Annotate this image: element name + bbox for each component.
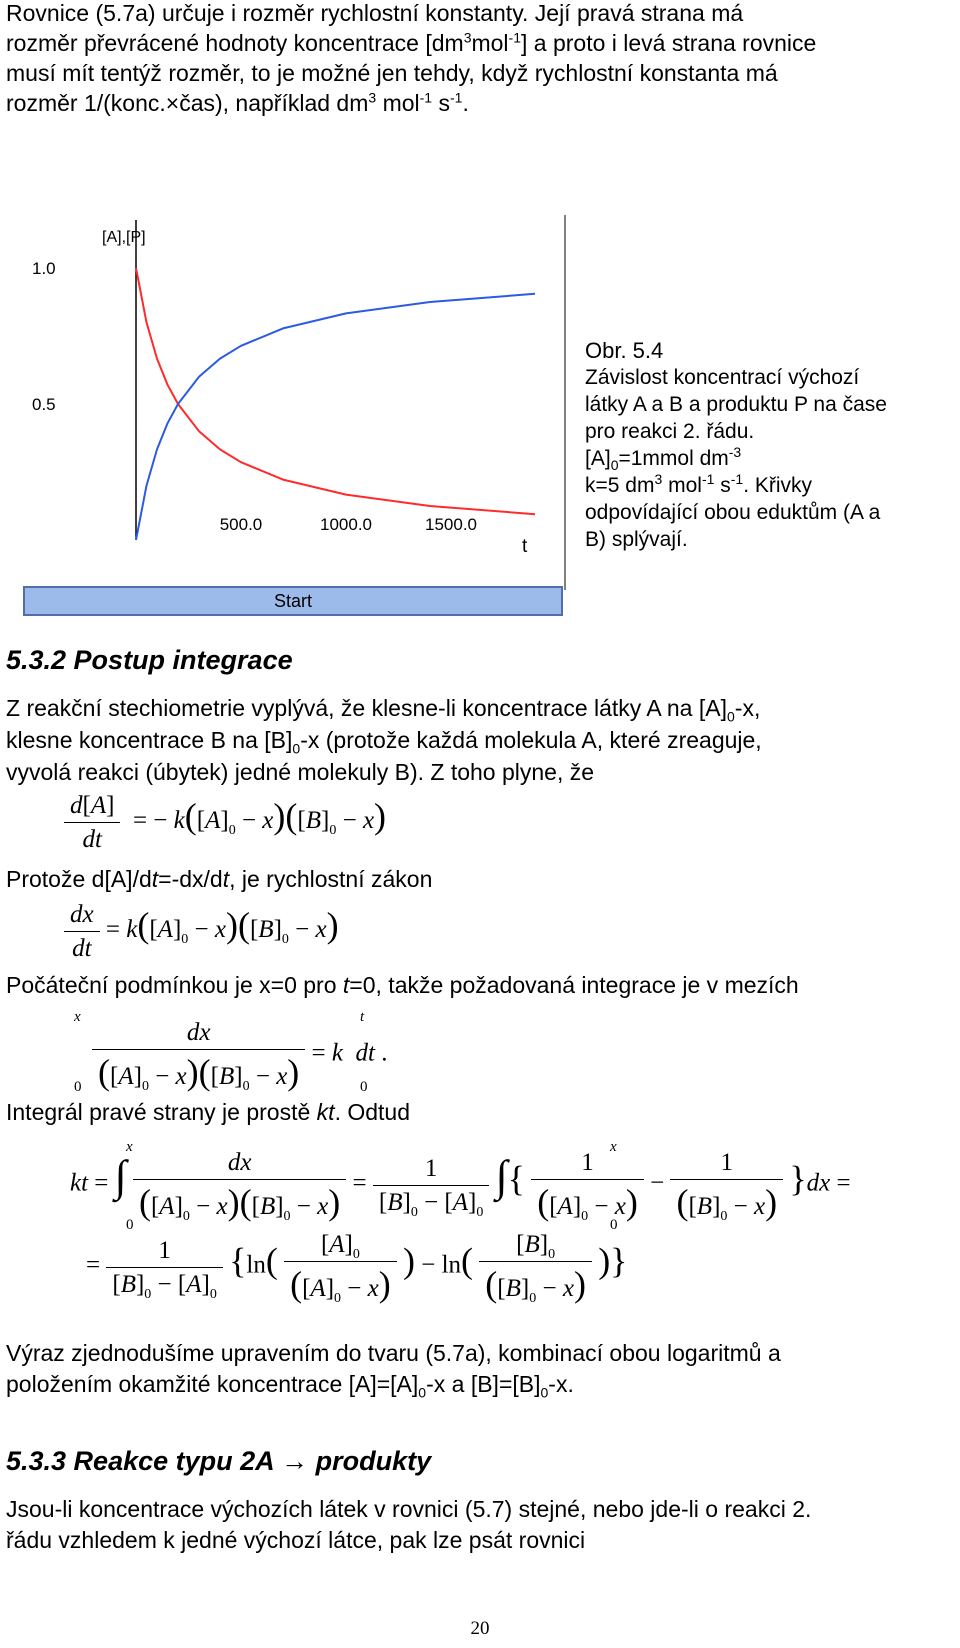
section-heading-5-3-3: 5.3.3 Reakce typu 2A → produkty xyxy=(6,1446,432,1476)
intro-line-4: rozměr 1/(konc.×čas), například $dm^3$ mol$^{-1}$ $s^{-1}$. xyxy=(6,89,469,116)
section1-line-1: Z reakční stechiometrie vyplývá, že klesne-li koncentrace látky A na $[A]_0-x$, xyxy=(6,695,761,725)
chart-series-line-0 xyxy=(136,268,535,514)
page-number: 20 xyxy=(470,1618,490,1639)
figure-caption xyxy=(585,337,955,553)
equation-kt-logarithms: = $\frac{1}{[B]_0 - [A]_0}$ {ln( $\frac{[A]_0}{([A]_0 - x)}$ ) − ln( $\frac{[B]_0}{([B]_0 - x)}$ )} xyxy=(86,1231,628,1306)
section2-line-2: řádu vzhledem k jedné výchozí látce, pak lze psát rovnici xyxy=(6,1527,586,1553)
section1-line-3: vyvolá reakci (úbytek) jedné molekuly B). Z toho plyne, že xyxy=(6,759,595,785)
concentration-chart xyxy=(10,210,570,610)
chart-series-line-1 xyxy=(136,294,535,540)
caption-line-7: B) splývají. xyxy=(585,528,688,551)
caption-title: Obr. 5.4 xyxy=(585,338,664,363)
equation-rate-x: $\frac{dx}{dt}$ = $k([A]_0 - x)([B]_0 - x)$ xyxy=(64,902,339,961)
chart-x-label: t xyxy=(522,536,528,557)
intro-line-1: Rovnice (5.7a) určuje i rozměr rychlostní konstanty. Její pravá strana má xyxy=(6,0,744,26)
intro-line-3: musí mít tentýž rozměr, to je možné jen tehdy, když rychlostní konstanta má xyxy=(6,60,778,86)
chart-y-tick-label: 1.0 xyxy=(32,259,56,278)
section1-line-8: položením okamžité koncentrace $[A]=[A]_0-x$ a $[B]=[B]_0-x$. xyxy=(6,1371,574,1401)
caption-line-3: pro reakci 2. řádu. xyxy=(585,420,755,443)
section1-line-6: Integrál pravé strany je prostě kt. Odtud xyxy=(6,1099,410,1125)
caption-line-5: k=5 $dm^3$ mol$^{-1}$ $s^{-1}$. Křivky xyxy=(585,471,813,497)
start-button[interactable]: Start xyxy=(23,586,563,616)
chart-x-tick-label: 1500.0 xyxy=(425,515,477,534)
equation-rate-A: $\frac{d[A]}{dt}$ = − $k([A]_0 - x)([B]_0 - x)$ xyxy=(64,793,386,852)
chart-x-tick-label: 1000.0 xyxy=(320,515,372,534)
section1-line-4: Protože d[A]/dt=-dx/dt, je rychlostní zákon xyxy=(6,866,433,892)
section2-line-1: Jsou-li koncentrace výchozích látek v rovnici (5.7) stejné, nebo jde-li o reakci 2. xyxy=(6,1496,812,1522)
caption-line-4: $[A]_0=1mmol$ $dm^{-3}$ xyxy=(585,444,742,474)
chart-y-tick-label: 0.5 xyxy=(32,395,56,414)
caption-line-6: odpovídající obou eduktům (A a xyxy=(585,501,881,524)
section1-line-7: Výraz zjednodušíme upravením do tvaru (5.7a), kombinací obou logaritmů a xyxy=(6,1340,781,1366)
section1-line-5: Počáteční podmínkou je x=0 pro t=0, takže požadovaná integrace je v mezích xyxy=(6,972,799,998)
chart-y-label: [A],[P] xyxy=(102,229,146,246)
section-heading-5-3-2: 5.3.2 Postup integrace xyxy=(6,645,293,675)
section1-line-2: klesne koncentrace B na $[B]_0-x$ (protože každá molekula A, které zreaguje, xyxy=(6,727,762,757)
intro-line-2: rozměr převrácené hodnoty koncentrace $[dm^3mol^{-1}]$ a proto i levá strana rovnice xyxy=(6,29,817,56)
chart-x-tick-label: 500.0 xyxy=(219,515,263,534)
caption-line-1: Závislost koncentrací výchozí xyxy=(585,366,860,389)
caption-line-2: látky A a B a produktu P na čase xyxy=(585,393,887,416)
